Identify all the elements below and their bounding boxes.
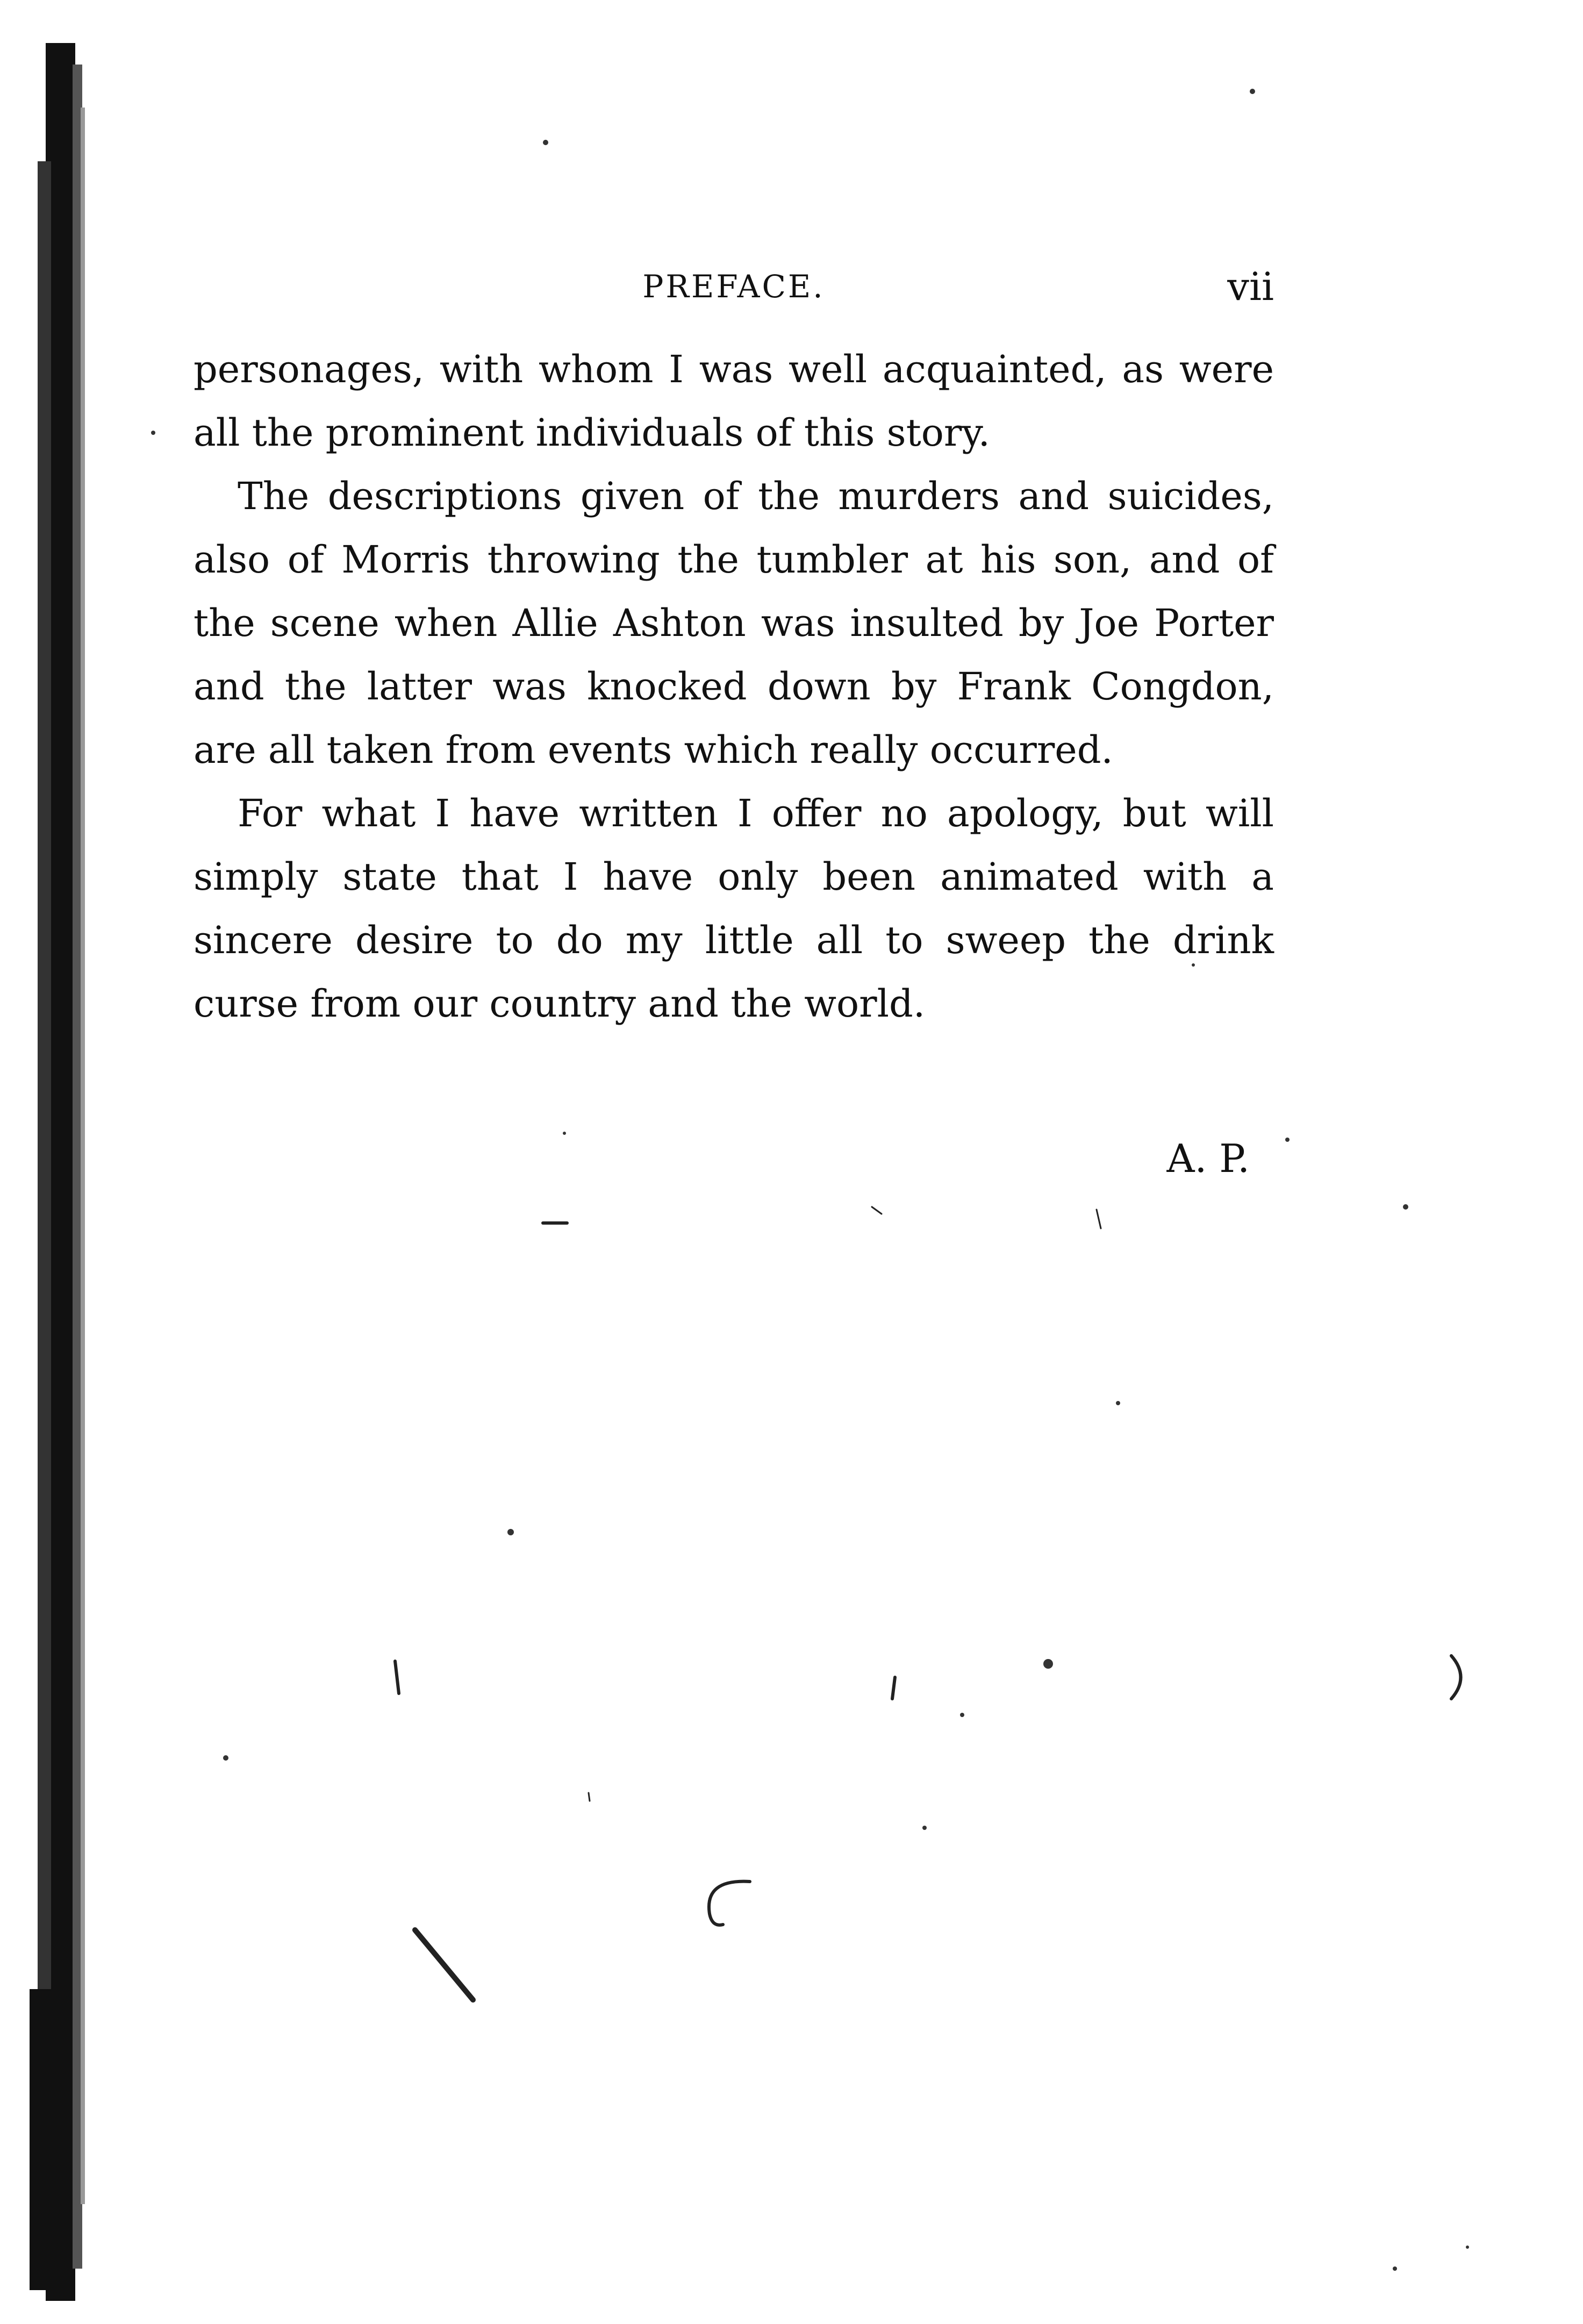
page-number: vii: [1227, 264, 1274, 309]
running-head: PREFACE.: [642, 268, 825, 305]
paragraph-2: The descriptions given of the murders and suicides, also of Morris throwing the tumbler at his son, and of the scene when Allie Ashton was insulted by Joe Porter and the latter was knocked down by Frank Congdon, are all taken from events which really occurred.: [194, 474, 1274, 772]
paragraph-1: personages, with whom I was well acquainted, as were all the prominent individuals of this story.: [194, 347, 1274, 455]
author-signature: A. P.: [1166, 1136, 1250, 1181]
paragraph-3: For what I have written I offer no apology, but will simply state that I have only been animated with a sincere desire to do my little all to sweep the drink curse from our country and the world.: [194, 791, 1274, 1026]
